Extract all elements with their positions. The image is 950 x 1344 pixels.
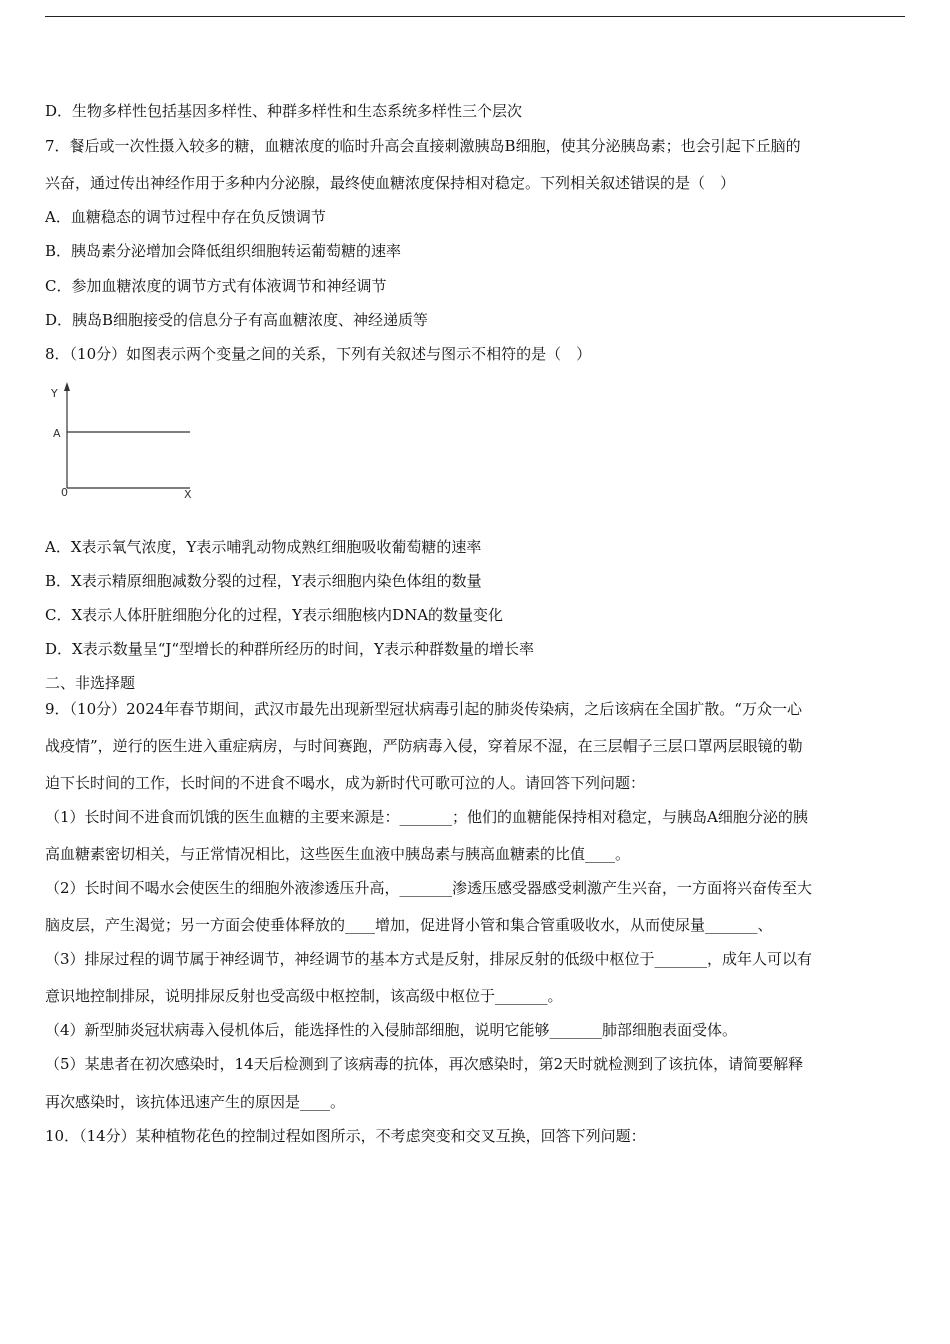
level-label: A bbox=[53, 427, 61, 440]
q7-option-b: B．胰岛素分泌增加会降低组织细胞转运葡萄糖的速率 bbox=[45, 242, 402, 260]
header-rule bbox=[45, 16, 905, 17]
q9-part4: （4）新型肺炎冠状病毒入侵机体后，能选择性的入侵肺部细胞，说明它能够_______肺部细胞表面受体。 bbox=[45, 1021, 738, 1039]
q8-option-c: C．X表示人体肝脏细胞分化的过程，Y表示细胞核内DNA的数量变化 bbox=[45, 606, 504, 624]
q9-part1-line-2: 高血糖素密切相关，与正常情况相比，这些医生血液中胰岛素与胰高血糖素的比值____。 bbox=[45, 845, 631, 863]
q8-option-b: B．X表示精原细胞减数分裂的过程，Y表示细胞内染色体组的数量 bbox=[45, 572, 482, 590]
x-axis-label: X bbox=[184, 488, 192, 501]
q9-part3-line-2: 意识地控制排尿，说明排尿反射也受高级中枢控制，该高级中枢位于_______。 bbox=[45, 987, 563, 1005]
q6-option-d: D．生物多样性包括基因多样性、种群多样性和生态系统多样性三个层次 bbox=[45, 102, 523, 120]
q7-option-c: C．参加血糖浓度的调节方式有体液调节和神经调节 bbox=[45, 277, 387, 295]
y-axis-arrow-icon bbox=[64, 382, 70, 391]
q8-option-a: A．X表示氧气浓度，Y表示哺乳动物成熟红细胞吸收葡萄糖的速率 bbox=[45, 538, 482, 556]
origin-label: 0 bbox=[61, 486, 68, 499]
q9-part2-line-1: （2）长时间不喝水会使医生的细胞外液渗透压升高，_______渗透压感受器感受刺激产生兴奋，一方面将兴奋传至大 bbox=[45, 879, 813, 897]
q7-stem-line-2: 兴奋，通过传出神经作用于多种内分泌腺，最终使血糖浓度保持相对稳定。下列相关叙述错误的是（ ） bbox=[45, 174, 736, 192]
q9-stem-line-2: 战疫情”，逆行的医生进入重症病房，与时间赛跑，严防病毒入侵，穿着尿不湿，在三层帽子三层口罩两层眼镜的勒 bbox=[45, 737, 803, 755]
q8-option-d: D．X表示数量呈“J“型增长的种群所经历的时间，Y表示种群数量的增长率 bbox=[45, 640, 534, 658]
q9-part2-line-2: 脑皮层，产生渴觉；另一方面会使垂体释放的____增加，促进肾小管和集合管重吸收水，从而使尿量_______、 bbox=[45, 916, 773, 934]
q8-graph bbox=[46, 378, 206, 503]
section-heading: 二、非选择题 bbox=[45, 674, 136, 692]
q8-stem: 8．（10分）如图表示两个变量之间的关系，下列有关叙述与图示不相符的是（ ） bbox=[45, 345, 592, 363]
q7-option-d: D．胰岛B细胞接受的信息分子有高血糖浓度、神经递质等 bbox=[45, 311, 429, 329]
q9-part5-line-1: （5）某患者在初次感染时，14天后检测到了该病毒的抗体，再次感染时，第2天时就检测到了该抗体，请简要解释 bbox=[45, 1055, 804, 1073]
q7-option-a: A．血糖稳态的调节过程中存在负反馈调节 bbox=[45, 208, 326, 226]
q9-part1-line-1: （1）长时间不进食而饥饿的医生血糖的主要来源是：_______；他们的血糖能保持相对稳定，与胰岛A细胞分泌的胰 bbox=[45, 808, 808, 826]
q10-stem: 10．（14分）某种植物花色的控制过程如图所示，不考虑突变和交叉互换，回答下列问题： bbox=[45, 1127, 646, 1145]
q7-stem-line-1: 7．餐后或一次性摄入较多的糖，血糖浓度的临时升高会直接刺激胰岛B细胞，使其分泌胰岛素；也会引起下丘脑的 bbox=[45, 137, 801, 155]
y-axis-label: Y bbox=[51, 387, 58, 400]
q9-part5-line-2: 再次感染时，该抗体迅速产生的原因是____。 bbox=[45, 1093, 346, 1111]
q9-part3-line-1: （3）排尿过程的调节属于神经调节，神经调节的基本方式是反射，排尿反射的低级中枢位于_______，成年人可以有 bbox=[45, 950, 813, 968]
q9-stem-line-1: 9．（10分）2024年春节期间，武汉市最先出现新型冠状病毒引起的肺炎传染病，之后该病在全国扩散。“万众一心 bbox=[45, 700, 802, 718]
q9-stem-line-3: 迫下长时间的工作，长时间的不进食不喝水，成为新时代可歌可泣的人。请回答下列问题： bbox=[45, 774, 646, 792]
